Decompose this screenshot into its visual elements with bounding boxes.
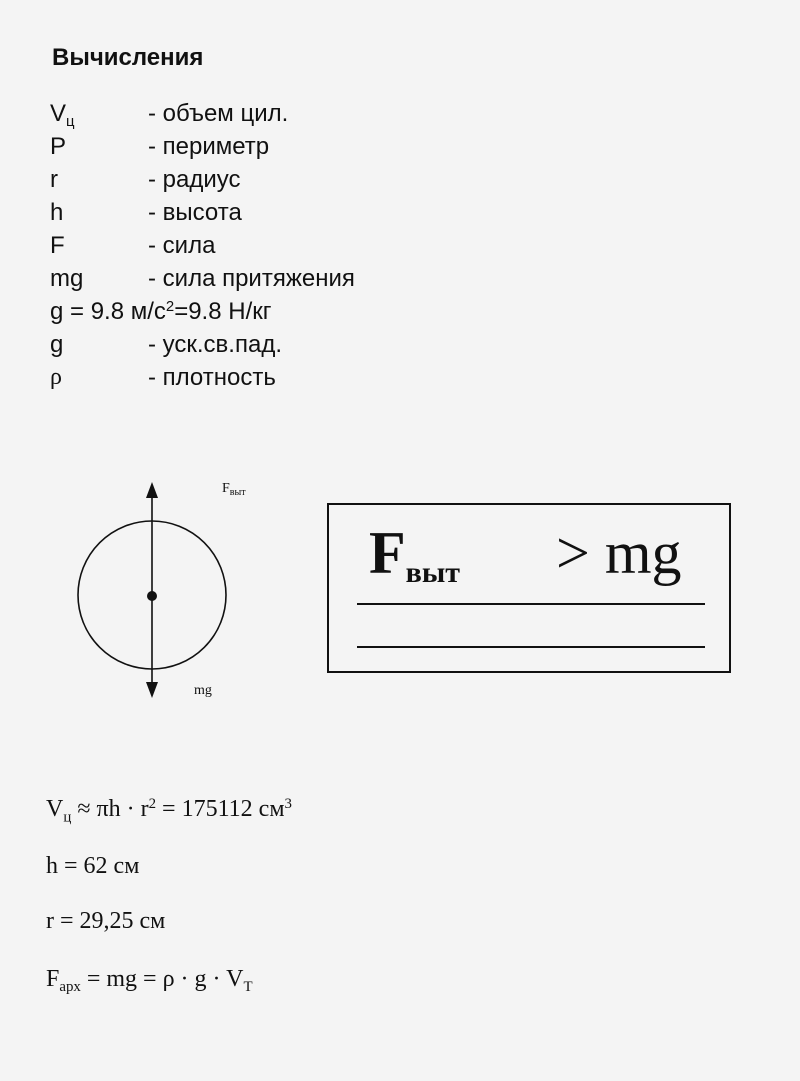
inequality-formula xyxy=(369,519,682,590)
legend-symbol: mg xyxy=(50,265,84,292)
legend-description: - плотность xyxy=(148,364,276,391)
formula-part: F xyxy=(46,966,60,992)
force-diagram xyxy=(0,470,320,710)
center-dot xyxy=(147,591,157,601)
formula-subscript: T xyxy=(243,979,253,996)
legend-description: - уск.св.пад. xyxy=(148,331,282,358)
formula-superscript: 2 xyxy=(148,796,157,812)
lhs: F xyxy=(369,520,406,586)
formula-part: = 175112 см xyxy=(156,796,285,823)
legend-description: - объем цил. xyxy=(148,100,289,127)
height-value: h = 62 см xyxy=(46,853,140,879)
gravity-force-label: mg xyxy=(194,683,212,698)
buoyant-force-label: $F_{выт}$ xyxy=(222,481,246,498)
rhs: > mg xyxy=(556,520,682,586)
inequality-box xyxy=(327,503,731,673)
lhs-subscript: выт xyxy=(405,556,461,589)
blank-line xyxy=(357,646,705,648)
legend-description: - сила xyxy=(148,232,216,259)
formula-superscript: 2 xyxy=(165,298,175,315)
blank-line xyxy=(357,603,705,605)
volume-formula xyxy=(46,796,292,826)
symbol-subscript: ц xyxy=(66,114,75,131)
legend-description: - радиус xyxy=(148,166,241,193)
symbol-base: V xyxy=(50,100,67,127)
legend-description: - периметр xyxy=(148,133,270,160)
arrow-up-icon xyxy=(146,482,158,498)
formula-part: g = 9.8 м/с xyxy=(50,298,166,325)
legend-symbol: r xyxy=(50,166,58,193)
formula-part: ≈ πh · r xyxy=(71,796,149,823)
g-value-formula xyxy=(50,298,272,326)
legend-description: - сила притяжения xyxy=(148,265,355,292)
section-heading: Вычисления xyxy=(52,44,204,71)
arrow-down-icon xyxy=(146,682,158,698)
archimedes-formula xyxy=(46,966,253,996)
formula-subscript: арх xyxy=(59,979,81,996)
radius-value: r = 29,25 см xyxy=(46,908,166,934)
legend-symbol: F xyxy=(50,232,65,259)
legend-symbol: h xyxy=(50,199,64,226)
legend-symbol: ρ xyxy=(50,364,62,390)
formula-subscript: ц xyxy=(63,809,72,826)
legend-symbol xyxy=(50,100,75,130)
legend-description: - высота xyxy=(148,199,242,226)
formula-part: =9.8 Н/кг xyxy=(174,298,272,325)
formula-part: V xyxy=(46,796,64,823)
legend-symbol: g xyxy=(50,331,64,358)
formula-superscript: 3 xyxy=(284,796,292,812)
formula-part: = mg = ρ · g · V xyxy=(80,966,244,992)
legend-symbol: P xyxy=(50,133,67,160)
